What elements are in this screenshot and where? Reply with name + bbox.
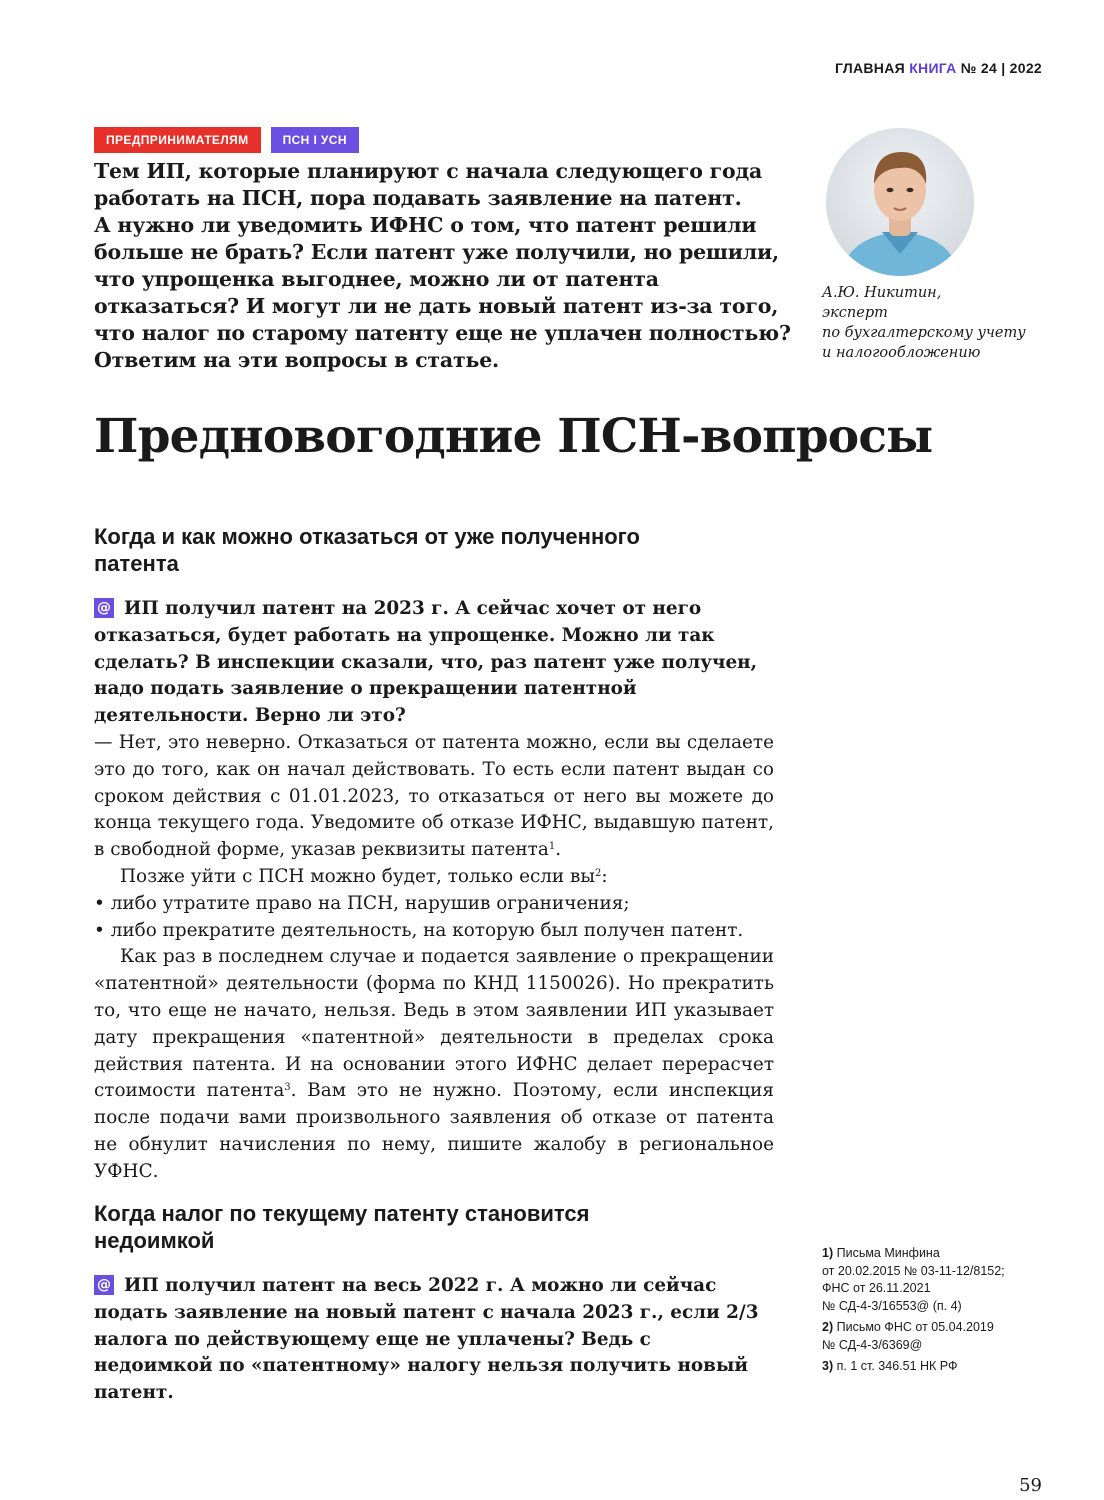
author-caption	[822, 283, 1042, 363]
answer-1-p3-end: . Вам это не нужно. Поэтому, если инспекция после подачи вами произвольного заявления об отказе от патента не обнулит начисления по нему, пишите жалобу в региональное УФНС.	[94, 1080, 774, 1182]
lead-line: А нужно ли уведомить ИФНС о том, что патент решили	[94, 213, 757, 237]
answer-1-end: .	[555, 839, 562, 861]
question-marker-icon: @	[94, 598, 114, 618]
question-2	[94, 1273, 774, 1407]
answer-1-p2	[94, 864, 774, 891]
tag-psn-usn[interactable]: ПСН I УСН	[271, 127, 359, 153]
footnote-text: от 20.02.2015 № 03-11-12/8152;	[822, 1263, 1005, 1278]
lead-line: работать на ПСН, пора подавать заявление на патент.	[94, 186, 742, 210]
bullet-item: • либо прекратите деятельность, на которую был получен патент.	[94, 919, 744, 941]
footnote-text: № СД-4-3/16553@ (п. 4)	[822, 1298, 962, 1313]
answer-1-p2-text: Позже уйти с ПСН можно будет, только если вы	[120, 865, 596, 887]
lead-line: Тем ИП, которые планируют с начала следующего года	[94, 159, 763, 183]
footnote-ref-3[interactable]: 3	[284, 1082, 291, 1094]
page-number: 59	[1019, 1475, 1042, 1496]
section-2-heading-line: Когда налог по текущему патенту становится	[94, 1201, 590, 1226]
question-marker-icon: @	[94, 1275, 114, 1295]
question-1	[94, 596, 774, 730]
section-1-heading-line: Когда и как можно отказаться от уже полученного	[94, 524, 640, 549]
footnote-number: 1)	[822, 1246, 834, 1260]
footnote-number: 3)	[822, 1359, 834, 1373]
lead-line: отказаться? И могут ли не дать новый патент из-за того,	[94, 294, 779, 318]
footnotes	[822, 1245, 1052, 1380]
article-title: Предновогодние ПСН-вопросы	[94, 409, 933, 464]
section-1-heading-line: патента	[94, 551, 179, 576]
author-role: и налогообложению	[822, 345, 981, 361]
footnote-3	[822, 1358, 1052, 1376]
footnote-text: ФНС от 26.11.2021	[822, 1281, 931, 1295]
masthead	[835, 60, 1042, 76]
rubric-tags	[94, 127, 359, 153]
answer-1-text: — Нет, это неверно. Отказаться от патента можно, если вы сделаете это до того, как он начал действовать. То есть если патент выдан со сроком действия с 01.01.2023, то отказаться от него вы можете до конца текущего года. Уведомите об отказе ИФНС, выдавшую патент, в свободной форме, указав реквизиты патента	[94, 731, 774, 861]
footnote-text: Письмо ФНС от 05.04.2019	[836, 1320, 994, 1334]
lead-line: Ответим на эти вопросы в статье.	[94, 348, 499, 372]
answer-1-p3	[94, 944, 774, 1185]
footnote-text: п. 1 ст. 346.51 НК РФ	[836, 1359, 958, 1373]
answer-1-p3-text: Как раз в последнем случае и подается заявление о прекращении «патентной» деятельности (форма по КНД 1150026). Но прекратить то, что еще не начато, нельзя. Ведь в этом заявлении ИП указывает дату прекращения «патентной» деятельности в пределах срока действия патента. И на основании этого ИФНС делает перерасчет стоимости патента	[94, 946, 774, 1102]
bullet-item: • либо утратите право на ПСН, нарушив ограничения;	[94, 892, 630, 914]
section-1	[94, 523, 774, 1186]
footnote-ref-2[interactable]: 2	[595, 867, 602, 879]
footnote-text: № СД-4-3/6369@	[822, 1337, 923, 1352]
masthead-brand-accent: КНИГА	[909, 60, 957, 76]
lead-paragraph	[94, 158, 794, 374]
question-1-text: ИП получил патент на 2023 г. А сейчас хочет от него отказаться, будет работать на упрощенке. Можно ли так сделать? В инспекции сказали, что, раз патент уже получен, надо подать заявление о прекращении патентной деятельности. Верно ли это?	[94, 598, 758, 727]
masthead-brand: ГЛАВНАЯ	[834, 60, 905, 76]
author-photo	[826, 128, 974, 276]
footnote-2	[822, 1319, 1052, 1354]
lead-line: что налог по старому патенту еще не уплачен полностью?	[94, 321, 791, 345]
section-1-heading	[94, 523, 774, 577]
footnote-number: 2)	[822, 1320, 834, 1334]
lead-line: что упрощенка выгоднее, можно ли от патента	[94, 267, 659, 291]
footnote-ref-1[interactable]: 1	[548, 841, 556, 853]
tag-entrepreneurs[interactable]: ПРЕДПРИНИМАТЕЛЯМ	[94, 127, 261, 153]
author-portrait-icon	[826, 128, 974, 276]
answer-1-p2-end: :	[601, 865, 608, 887]
question-2-text: ИП получил патент на весь 2022 г. А можно ли сейчас подать заявление на новый патент с начала 2023 г., если 2/3 налога по действующему еще не уплачены? Ведь с недоимкой по «патентному» налогу нельзя получить новый патент.	[94, 1275, 759, 1404]
section-2-heading-line: недоимкой	[94, 1228, 215, 1253]
masthead-issue: № 24 | 2022	[960, 60, 1042, 76]
answer-1	[94, 730, 774, 864]
footnote-1	[822, 1245, 1052, 1315]
author-name: А.Ю. Никитин,	[822, 285, 942, 301]
lead-line: больше не брать? Если патент уже получили, но решили,	[94, 240, 779, 264]
author-role: эксперт	[822, 305, 888, 321]
section-2-heading	[94, 1200, 774, 1254]
footnote-text: Письма Минфина	[836, 1246, 940, 1260]
author-role: по бухгалтерскому учету	[822, 325, 1026, 341]
section-2	[94, 1200, 774, 1407]
